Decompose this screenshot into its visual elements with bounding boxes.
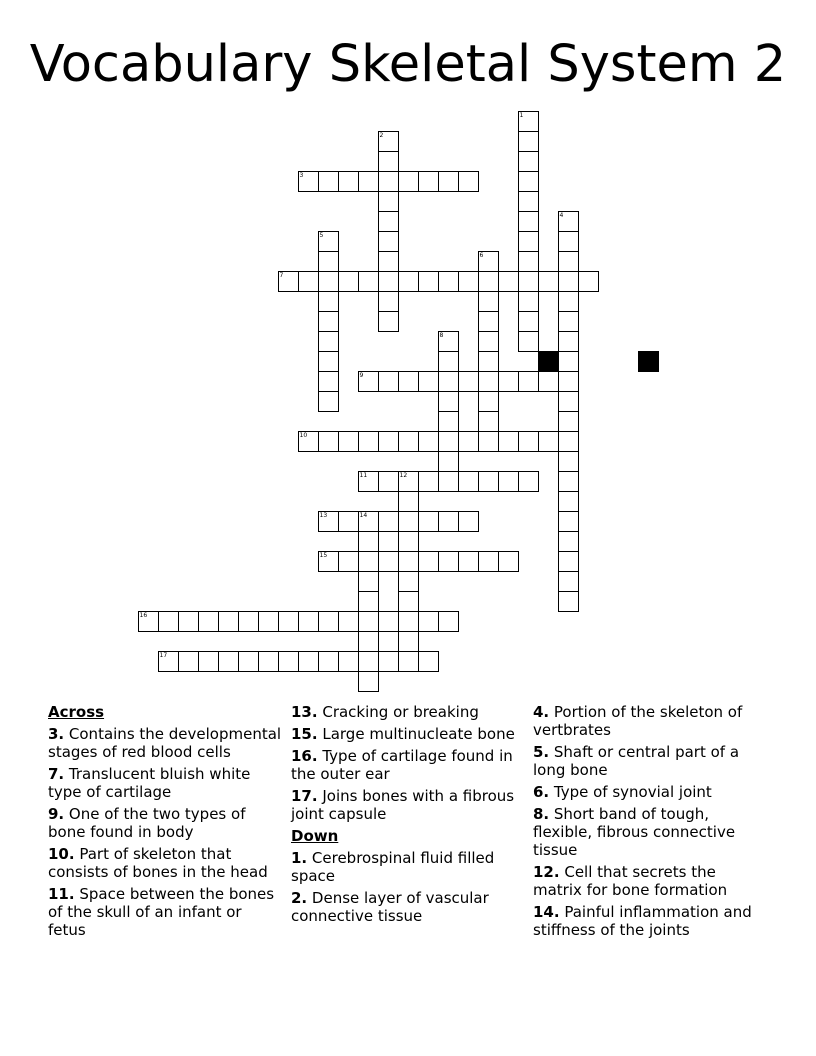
grid-cell[interactable] — [258, 651, 279, 672]
clue-item-text: Joins bones with a fibrous joint capsule — [291, 787, 515, 823]
grid-cell[interactable] — [298, 271, 319, 292]
grid-cell[interactable] — [338, 171, 359, 192]
grid-cell[interactable] — [478, 311, 499, 332]
grid-cell[interactable] — [438, 451, 459, 472]
grid-cell[interactable] — [518, 331, 539, 352]
grid-cell[interactable] — [378, 291, 399, 312]
grid-cell[interactable] — [458, 471, 479, 492]
grid-cell[interactable] — [558, 591, 579, 612]
clue-item — [48, 765, 284, 801]
grid-cell[interactable] — [518, 231, 539, 252]
black-cell — [638, 351, 659, 372]
clue-number: 13 — [319, 511, 328, 519]
grid-cell[interactable] — [518, 151, 539, 172]
grid-cell[interactable] — [318, 311, 339, 332]
grid-cell[interactable] — [518, 311, 539, 332]
grid-cell[interactable] — [318, 331, 339, 352]
grid-cell[interactable] — [318, 351, 339, 372]
clue-item-text: Part of skeleton that consists of bones in the head — [48, 845, 268, 881]
grid-cell[interactable] — [378, 251, 399, 272]
grid-cell[interactable] — [418, 611, 439, 632]
grid-cell[interactable] — [158, 651, 179, 672]
grid-cell[interactable] — [498, 371, 519, 392]
clue-item-text: Type of cartilage found in the outer ear — [291, 747, 513, 783]
grid-cell[interactable] — [478, 291, 499, 312]
grid-cell[interactable] — [398, 591, 419, 612]
grid-cell[interactable] — [478, 471, 499, 492]
grid-cell[interactable] — [438, 611, 459, 632]
clue-item-number: 16. — [291, 747, 318, 765]
grid-cell[interactable] — [398, 431, 419, 452]
grid-cell[interactable] — [358, 511, 379, 532]
grid-cell[interactable] — [558, 411, 579, 432]
grid-cell[interactable] — [518, 471, 539, 492]
grid-cell[interactable] — [518, 251, 539, 272]
clue-item — [291, 703, 527, 721]
grid-cell[interactable] — [418, 171, 439, 192]
clue-section-header: Down — [291, 827, 339, 845]
clue-number: 3 — [299, 171, 304, 179]
grid-cell[interactable] — [518, 111, 539, 132]
grid-cell[interactable] — [558, 351, 579, 372]
grid-cell[interactable] — [558, 291, 579, 312]
grid-cell[interactable] — [298, 611, 319, 632]
grid-cell[interactable] — [478, 371, 499, 392]
grid-cell[interactable] — [398, 631, 419, 652]
clue-item-text: Cracking or breaking — [317, 703, 479, 721]
grid-cell[interactable] — [378, 471, 399, 492]
grid-cell[interactable] — [458, 171, 479, 192]
clue-number: 12 — [399, 471, 408, 479]
clue-item-number: 12. — [533, 863, 560, 881]
grid-cell[interactable] — [298, 171, 319, 192]
grid-cell[interactable] — [498, 431, 519, 452]
grid-cell[interactable] — [418, 551, 439, 572]
clue-item-number: 8. — [533, 805, 550, 823]
clue-number: 14 — [359, 511, 368, 519]
grid-cell[interactable] — [418, 651, 439, 672]
grid-cell[interactable] — [298, 431, 319, 452]
grid-cell[interactable] — [458, 431, 479, 452]
clue-item-text: Dense layer of vascular connective tissue — [291, 889, 489, 925]
clue-number: 11 — [359, 471, 368, 479]
grid-cell[interactable] — [558, 451, 579, 472]
grid-cell[interactable] — [438, 331, 459, 352]
grid-cell[interactable] — [378, 271, 399, 292]
grid-cell[interactable] — [198, 611, 219, 632]
grid-cell[interactable] — [558, 471, 579, 492]
grid-cell[interactable] — [518, 291, 539, 312]
grid-cell[interactable] — [478, 411, 499, 432]
grid-cell[interactable] — [398, 491, 419, 512]
clue-item-number: 9. — [48, 805, 65, 823]
clue-item-number: 17. — [291, 787, 318, 805]
clue-number: 7 — [279, 271, 284, 279]
grid-cell[interactable] — [358, 671, 379, 692]
grid-cell[interactable] — [558, 511, 579, 532]
grid-cell[interactable] — [578, 271, 599, 292]
grid-cell[interactable] — [478, 551, 499, 572]
clue-column-1 — [48, 703, 284, 943]
clue-item — [533, 903, 769, 939]
grid-cell[interactable] — [378, 191, 399, 212]
grid-cell[interactable] — [318, 431, 339, 452]
grid-cell[interactable] — [438, 511, 459, 532]
grid-cell[interactable] — [558, 331, 579, 352]
grid-cell[interactable] — [398, 651, 419, 672]
grid-cell[interactable] — [318, 231, 339, 252]
grid-cell[interactable] — [238, 651, 259, 672]
grid-cell[interactable] — [538, 271, 559, 292]
clue-number: 10 — [299, 431, 308, 439]
clue-item — [48, 845, 284, 881]
clue-item-text: Painful inflammation and stiffness of the joints — [533, 903, 752, 939]
clue-item-text: Space between the bones of the skull of an infant or fetus — [48, 885, 275, 939]
clue-item-text: Short band of tough, flexible, fibrous connective tissue — [533, 805, 736, 859]
black-cell — [538, 351, 559, 372]
grid-cell[interactable] — [358, 371, 379, 392]
grid-cell[interactable] — [258, 611, 279, 632]
grid-cell[interactable] — [358, 531, 379, 552]
clue-item-text: Shaft or central part of a long bone — [533, 743, 740, 779]
grid-cell[interactable] — [418, 271, 439, 292]
grid-cell[interactable] — [558, 271, 579, 292]
clue-number: 4 — [559, 211, 564, 219]
clue-item-text: Cell that secrets the matrix for bone formation — [533, 863, 728, 899]
grid-cell[interactable] — [318, 291, 339, 312]
grid-cell[interactable] — [278, 271, 299, 292]
grid-cell[interactable] — [318, 271, 339, 292]
grid-cell[interactable] — [358, 551, 379, 572]
grid-cell[interactable] — [338, 511, 359, 532]
grid-cell[interactable] — [438, 171, 459, 192]
grid-cell[interactable] — [558, 371, 579, 392]
puzzle-title: Vocabulary Skeletal System 2 — [29, 35, 787, 94]
clue-item — [533, 703, 769, 739]
grid-cell[interactable] — [378, 511, 399, 532]
clue-item-number: 15. — [291, 725, 318, 743]
grid-cell[interactable] — [358, 271, 379, 292]
grid-cell[interactable] — [178, 611, 199, 632]
grid-cell[interactable] — [338, 611, 359, 632]
grid-cell[interactable] — [478, 391, 499, 412]
clue-number: 9 — [359, 371, 364, 379]
grid-cell[interactable] — [358, 471, 379, 492]
grid-cell[interactable] — [338, 271, 359, 292]
grid-cell[interactable] — [338, 651, 359, 672]
grid-cell[interactable] — [298, 651, 319, 672]
clue-number: 2 — [379, 131, 384, 139]
clue-column-2 — [291, 703, 527, 929]
grid-cell[interactable] — [318, 651, 339, 672]
clue-item — [48, 805, 284, 841]
grid-cell[interactable] — [378, 311, 399, 332]
grid-cell[interactable] — [398, 611, 419, 632]
grid-cell[interactable] — [218, 651, 239, 672]
clue-number: 6 — [479, 251, 484, 259]
clue-item-number: 2. — [291, 889, 308, 907]
grid-cell[interactable] — [418, 471, 439, 492]
grid-cell[interactable] — [478, 251, 499, 272]
clue-column-3 — [533, 703, 769, 943]
grid-cell[interactable] — [458, 551, 479, 572]
grid-cell[interactable] — [538, 431, 559, 452]
grid-cell[interactable] — [318, 511, 339, 532]
grid-cell[interactable] — [398, 271, 419, 292]
grid-cell[interactable] — [358, 591, 379, 612]
clue-item — [533, 863, 769, 899]
clue-number: 5 — [319, 231, 324, 239]
clue-item — [291, 889, 527, 925]
clue-item-number: 5. — [533, 743, 550, 761]
grid-cell[interactable] — [518, 171, 539, 192]
grid-cell[interactable] — [478, 431, 499, 452]
grid-cell[interactable] — [438, 271, 459, 292]
clue-item — [291, 747, 527, 783]
clue-item-number: 11. — [48, 885, 75, 903]
grid-cell[interactable] — [478, 271, 499, 292]
clue-item-number: 1. — [291, 849, 308, 867]
grid-cell[interactable] — [378, 551, 399, 572]
clue-item-number: 14. — [533, 903, 560, 921]
clue-item-text: One of the two types of bone found in body — [48, 805, 246, 841]
grid-cell[interactable] — [398, 551, 419, 572]
grid-cell[interactable] — [518, 131, 539, 152]
grid-cell[interactable] — [158, 611, 179, 632]
grid-cell[interactable] — [438, 391, 459, 412]
grid-cell[interactable] — [238, 611, 259, 632]
grid-cell[interactable] — [378, 611, 399, 632]
grid-cell[interactable] — [138, 611, 159, 632]
clue-item-number: 4. — [533, 703, 550, 721]
grid-cell[interactable] — [358, 171, 379, 192]
grid-cell[interactable] — [498, 471, 519, 492]
clue-item — [291, 725, 527, 743]
clue-item — [48, 885, 284, 939]
grid-cell[interactable] — [418, 371, 439, 392]
grid-cell[interactable] — [378, 651, 399, 672]
grid-cell[interactable] — [378, 131, 399, 152]
clue-item-number: 10. — [48, 845, 75, 863]
clue-number: 8 — [439, 331, 444, 339]
clue-number: 15 — [319, 551, 328, 559]
grid-cell[interactable] — [518, 431, 539, 452]
clue-item-text: Large multinucleate bone — [317, 725, 515, 743]
grid-cell[interactable] — [378, 231, 399, 252]
grid-cell[interactable] — [418, 431, 439, 452]
grid-cell[interactable] — [398, 371, 419, 392]
grid-cell[interactable] — [398, 511, 419, 532]
grid-cell[interactable] — [278, 651, 299, 672]
clue-item — [48, 725, 284, 761]
grid-cell[interactable] — [418, 511, 439, 532]
clue-item — [533, 783, 769, 801]
clue-item-number: 3. — [48, 725, 65, 743]
grid-cell[interactable] — [318, 611, 339, 632]
grid-cell[interactable] — [498, 551, 519, 572]
clue-number: 16 — [139, 611, 148, 619]
grid-cell[interactable] — [438, 471, 459, 492]
grid-cell[interactable] — [478, 331, 499, 352]
grid-cell[interactable] — [318, 371, 339, 392]
clue-item-text: Type of synovial joint — [549, 783, 712, 801]
grid-cell[interactable] — [358, 651, 379, 672]
grid-cell[interactable] — [558, 491, 579, 512]
grid-cell[interactable] — [438, 411, 459, 432]
clue-section-header: Across — [48, 703, 105, 721]
grid-cell[interactable] — [378, 211, 399, 232]
grid-cell[interactable] — [318, 171, 339, 192]
clue-item — [291, 787, 527, 823]
grid-cell[interactable] — [558, 231, 579, 252]
grid-cell[interactable] — [558, 251, 579, 272]
grid-cell[interactable] — [558, 551, 579, 572]
grid-cell[interactable] — [378, 371, 399, 392]
grid-cell[interactable] — [458, 271, 479, 292]
grid-cell[interactable] — [378, 171, 399, 192]
grid-cell[interactable] — [438, 431, 459, 452]
grid-cell[interactable] — [558, 311, 579, 332]
clue-item-text: Portion of the skeleton of vertbrates — [533, 703, 743, 739]
clue-item-text: Cerebrospinal fluid filled space — [291, 849, 495, 885]
grid-cell[interactable] — [178, 651, 199, 672]
grid-cell[interactable] — [458, 371, 479, 392]
grid-cell[interactable] — [398, 531, 419, 552]
grid-cell[interactable] — [478, 351, 499, 372]
clue-item-text: Translucent bluish white type of cartilage — [48, 765, 251, 801]
grid-cell[interactable] — [558, 431, 579, 452]
grid-cell[interactable] — [458, 511, 479, 532]
grid-cell[interactable] — [438, 371, 459, 392]
grid-cell[interactable] — [278, 611, 299, 632]
grid-cell[interactable] — [338, 431, 359, 452]
grid-cell[interactable] — [398, 171, 419, 192]
grid-cell[interactable] — [558, 531, 579, 552]
grid-cell[interactable] — [218, 611, 239, 632]
clue-item-number: 6. — [533, 783, 550, 801]
grid-cell[interactable] — [358, 431, 379, 452]
grid-cell[interactable] — [318, 391, 339, 412]
clue-item — [291, 849, 527, 885]
grid-cell[interactable] — [358, 611, 379, 632]
clue-item-number: 13. — [291, 703, 318, 721]
grid-cell[interactable] — [378, 431, 399, 452]
grid-cell[interactable] — [198, 651, 219, 672]
grid-cell[interactable] — [518, 211, 539, 232]
grid-cell[interactable] — [558, 571, 579, 592]
grid-cell[interactable] — [438, 551, 459, 572]
grid-cell[interactable] — [318, 551, 339, 572]
grid-cell[interactable] — [518, 271, 539, 292]
grid-cell[interactable] — [398, 571, 419, 592]
grid-cell[interactable] — [358, 631, 379, 652]
clue-item — [533, 743, 769, 779]
clue-item-number: 7. — [48, 765, 65, 783]
grid-cell[interactable] — [538, 371, 559, 392]
grid-cell[interactable] — [398, 471, 419, 492]
clue-item — [533, 805, 769, 859]
grid-cell[interactable] — [358, 571, 379, 592]
grid-cell[interactable] — [558, 211, 579, 232]
clue-number: 1 — [519, 111, 524, 119]
clue-number: 17 — [159, 651, 168, 659]
grid-cell[interactable] — [558, 391, 579, 412]
grid-cell[interactable] — [318, 251, 339, 272]
grid-cell[interactable] — [438, 351, 459, 372]
grid-cell[interactable] — [518, 371, 539, 392]
grid-cell[interactable] — [338, 551, 359, 572]
grid-cell[interactable] — [498, 271, 519, 292]
grid-cell[interactable] — [378, 151, 399, 172]
grid-cell[interactable] — [518, 191, 539, 212]
clue-item-text: Contains the developmental stages of red blood cells — [48, 725, 282, 761]
